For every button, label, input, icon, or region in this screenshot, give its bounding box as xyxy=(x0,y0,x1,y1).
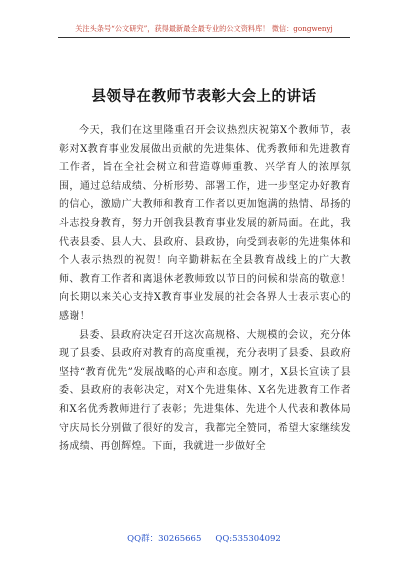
footer-contact xyxy=(0,533,408,545)
qq-group-text: QQ群：30265665 xyxy=(127,534,202,544)
header-divider xyxy=(58,37,350,38)
qq-number-text: QQ:535304092 xyxy=(215,534,281,544)
paragraph-2: 县委、县政府决定召开这次高规格、大规模的会议，充分体现了县委、县政府对教育的高度重视，充分表明了县委、县政府坚持“教育优先”发展战略的心声和态度。刚才，X县长宣读了县委、县政府的表彰决定，对X个先进集体、X名先进教育工作者和X名优秀教师进行了表彰；先进集体、先进个人代表和教体局守庆局长分别做了很好的发言，我都完全赞同，希望大家继续发扬成绩、再创辉煌。下面，我就进一步做好全 xyxy=(59,329,351,453)
header-banner: 关注头条号“公文研究”，获得最新最全最专业的公文资料库！ 微信：gongwenyj xyxy=(75,24,333,33)
paragraph-1: 今天，我们在这里隆重召开会议热烈庆祝第X个教师节，表彰对X教育事业发展做出贡献的先进集体、优秀教师和先进教育工作者，旨在全社会树立和营造尊师重教、兴学育人的浓厚氛围，通过总结成绩、分析形势、部署工作，进一步坚定办好教育的信心，激励广大教师和教育工作者以更加饱满的热情、昂扬的斗志投身教育，努力开创我县教育事业发展的新局面。在此，我代表县委、县人大、县政府、县政协，向受到表彰的先进集体和个人表示热烈的祝贺！向辛勤耕耘在全县教育战线上的广大教师、教育工作者和离退休老教师致以节日的问候和崇高的敬意！向长期以来关心支持X教育事业发展的社会各界人士表示衷心的感谢！ xyxy=(59,125,351,322)
document-title: 县领导在教师节表彰大会上的讲话 xyxy=(91,88,317,105)
document-body xyxy=(59,122,351,457)
